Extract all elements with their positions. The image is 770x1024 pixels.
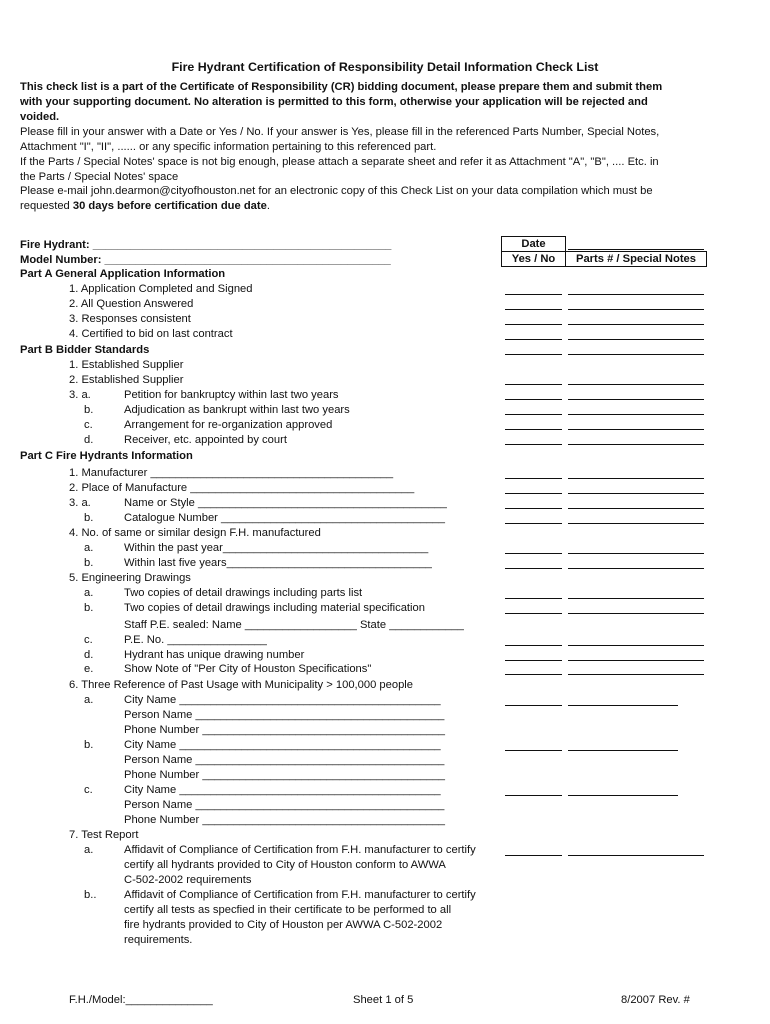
notes-answer-line[interactable] (568, 613, 704, 614)
date-answer-line[interactable] (505, 294, 562, 295)
date-answer-line[interactable] (505, 553, 562, 554)
list-item-label: b. (84, 739, 94, 751)
list-item: 3. Responses consistent (69, 313, 191, 325)
list-item-label: a. (84, 542, 94, 554)
date-answer-line[interactable] (505, 645, 562, 646)
list-item: 5. Engineering Drawings (69, 572, 191, 584)
notes-answer-line[interactable] (568, 523, 704, 524)
list-item-label: b.. (84, 889, 97, 901)
list-item: requirements. (124, 934, 193, 946)
date-answer-line[interactable] (505, 568, 562, 569)
list-item: 4. Certified to bid on last contract (69, 328, 233, 340)
notes-answer-line[interactable] (568, 674, 704, 675)
list-item-label: 3. a. (69, 389, 91, 401)
notes-answer-line[interactable] (568, 444, 704, 445)
list-item: 4. No. of same or similar design F.H. manufactured (69, 527, 321, 539)
list-item: City Name __________________________________________ (124, 784, 441, 796)
part-c-heading: Part C Fire Hydrants Information (20, 450, 193, 462)
list-item-label: b. (84, 602, 94, 614)
notes-answer-line[interactable] (568, 855, 704, 856)
list-item: Name or Style ________________________________________ (124, 497, 447, 509)
list-item-label: e. (84, 663, 94, 675)
intro-line-2: Attachment "I", "II", ...... or any specific information pertaining to this referenced part. (20, 141, 437, 153)
list-item: Person Name ________________________________________ (124, 754, 445, 766)
intro-line-3: If the Parts / Special Notes' space is not big enough, please attach a separate sheet and refer it as Attachment "A", "B", .... Etc. in (20, 156, 659, 168)
date-answer-line[interactable] (505, 478, 562, 479)
intro-bold-line-1: This check list is a part of the Certificate of Responsibility (CR) bidding document, please prepare them and submit them (20, 81, 663, 93)
date-answer-line[interactable] (505, 493, 562, 494)
list-item: City Name __________________________________________ (124, 694, 441, 706)
list-item: Person Name ________________________________________ (124, 799, 445, 811)
list-item-label: b. (84, 512, 94, 524)
notes-answer-line[interactable] (568, 324, 704, 325)
parts-top-line (568, 249, 704, 250)
notes-answer-line[interactable] (568, 399, 704, 400)
intro-last-suffix: . (266, 200, 270, 212)
list-item-label: c. (84, 419, 93, 431)
list-item: Receiver, etc. appointed by court (124, 434, 287, 446)
intro-deadline: 30 days before certification due date (72, 200, 267, 212)
intro-line-4: the Parts / Special Notes' space (20, 171, 179, 183)
list-item: Two copies of detail drawings including parts list (124, 587, 363, 599)
list-item: Hydrant has unique drawing number (124, 649, 305, 661)
list-item: 1. Established Supplier (69, 359, 184, 371)
notes-answer-line[interactable] (568, 598, 704, 599)
list-item: certify all tests as specfied in their certificate to be performed to all (124, 904, 452, 916)
part-b-heading: Part B Bidder Standards (20, 344, 150, 356)
parts-special-notes-header: Parts # / Special Notes (565, 251, 707, 267)
list-item-label: d. (84, 649, 94, 661)
yes-no-header: Yes / No (501, 251, 566, 267)
notes-answer-line[interactable] (568, 429, 704, 430)
list-item: Phone Number _______________________________________ (124, 769, 446, 781)
list-item: Two copies of detail drawings including material specification (124, 602, 425, 614)
list-item: Affidavit of Compliance of Certification from F.H. manufacturer to certify (124, 844, 476, 856)
list-item: 2. All Question Answered (69, 298, 194, 310)
list-item: Affidavit of Compliance of Certification from F.H. manufacturer to certify (124, 889, 476, 901)
footer-sheet-number: Sheet 1 of 5 (353, 994, 414, 1006)
list-item: P.E. No. ________________ (124, 634, 267, 646)
list-item: Arrangement for re-organization approved (124, 419, 333, 431)
notes-answer-line[interactable] (568, 493, 704, 494)
intro-bold-line-2: with your supporting document. No alteration is permitted to this form, otherwise your application will be rejected and (20, 96, 648, 108)
list-item-label: a. (84, 587, 94, 599)
list-item: City Name __________________________________________ (124, 739, 441, 751)
list-item: 1. Application Completed and Signed (69, 283, 253, 295)
list-item-label: b. (84, 557, 94, 569)
date-answer-line[interactable] (505, 399, 562, 400)
notes-answer-line[interactable] (568, 294, 704, 295)
date-answer-line[interactable] (505, 855, 562, 856)
notes-answer-line[interactable] (568, 553, 704, 554)
list-item-label: 3. a. (69, 497, 91, 509)
list-item: Within the past year_________________________________ (124, 542, 429, 554)
intro-line-5: Please e-mail john.dearmon@cityofhouston.net for an electronic copy of this Check List on your data compilation which must be (20, 185, 653, 197)
footer-model-field: F.H./Model:______________ (69, 994, 213, 1006)
fire-hydrant-field[interactable]: Fire Hydrant: ________________________________________________ (20, 239, 392, 251)
intro-last-line (20, 199, 270, 213)
date-answer-line[interactable] (505, 598, 562, 599)
list-item: 2. Place of Manufacture ____________________________________ (69, 482, 415, 494)
notes-answer-line[interactable] (568, 414, 704, 415)
notes-answer-line[interactable] (568, 645, 704, 646)
date-answer-line[interactable] (505, 523, 562, 524)
list-item: 7. Test Report (69, 829, 139, 841)
intro-line-1: Please fill in your answer with a Date or Yes / No. If your answer is Yes, please fill in the referenced Parts Number, Special Notes, (20, 126, 660, 138)
date-answer-line[interactable] (505, 508, 562, 509)
notes-answer-line[interactable] (568, 660, 704, 661)
notes-answer-line[interactable] (568, 750, 678, 751)
list-item-label: b. (84, 404, 94, 416)
list-item: Petition for bankruptcy within last two years (124, 389, 339, 401)
date-answer-line[interactable] (505, 750, 562, 751)
list-item: Within last five years_________________________________ (124, 557, 432, 569)
date-answer-line[interactable] (505, 429, 562, 430)
date-header: Date (501, 236, 566, 252)
list-item: 2. Established Supplier (69, 374, 184, 386)
date-answer-line[interactable] (505, 444, 562, 445)
notes-answer-line[interactable] (568, 354, 704, 355)
list-item: 6. Three Reference of Past Usage with Municipality > 100,000 people (69, 679, 414, 691)
date-answer-line[interactable] (505, 795, 562, 796)
notes-answer-line[interactable] (568, 339, 704, 340)
list-item: Person Name ________________________________________ (124, 709, 445, 721)
list-item-label: c. (84, 634, 93, 646)
notes-answer-line[interactable] (568, 705, 678, 706)
list-item: C-502-2002 requirements (124, 874, 252, 886)
date-answer-line[interactable] (505, 660, 562, 661)
list-item: Show Note of "Per City of Houston Specifications" (124, 663, 372, 675)
list-item: 1. Manufacturer _______________________________________ (69, 467, 394, 479)
date-answer-line[interactable] (505, 613, 562, 614)
list-item-label: c. (84, 784, 93, 796)
page-title: Fire Hydrant Certification of Responsibility Detail Information Check List (171, 60, 599, 74)
date-answer-line[interactable] (505, 705, 562, 706)
date-answer-line[interactable] (505, 414, 562, 415)
part-a-heading: Part A General Application Information (20, 268, 226, 280)
notes-answer-line[interactable] (568, 309, 704, 310)
list-item: Catalogue Number ____________________________________ (124, 512, 446, 524)
date-answer-line[interactable] (505, 309, 562, 310)
list-item: certify all hydrants provided to City of Houston conform to AWWA (124, 859, 446, 871)
list-item-label: a. (84, 844, 94, 856)
notes-answer-line[interactable] (568, 384, 704, 385)
list-item: Staff P.E. sealed: Name __________________ State ____________ (124, 619, 464, 631)
model-number-field[interactable]: Model Number: ______________________________________________ (20, 254, 391, 266)
date-answer-line[interactable] (505, 354, 562, 355)
list-item: Adjudication as bankrupt within last two years (124, 404, 350, 416)
list-item: Phone Number _______________________________________ (124, 814, 446, 826)
intro-last-prefix: requested (20, 200, 73, 212)
list-item-label: a. (84, 694, 94, 706)
list-item: Phone Number _______________________________________ (124, 724, 446, 736)
date-answer-line[interactable] (505, 674, 562, 675)
list-item: fire hydrants provided to City of Houston per AWWA C-502-2002 (124, 919, 443, 931)
notes-answer-line[interactable] (568, 508, 704, 509)
notes-answer-line[interactable] (568, 478, 704, 479)
notes-answer-line[interactable] (568, 568, 704, 569)
date-answer-line[interactable] (505, 339, 562, 340)
date-answer-line[interactable] (505, 384, 562, 385)
intro-bold-line-3: voided. (20, 111, 60, 123)
notes-answer-line[interactable] (568, 795, 678, 796)
footer-revision: 8/2007 Rev. # (621, 994, 690, 1006)
date-answer-line[interactable] (505, 324, 562, 325)
list-item-label: d. (84, 434, 94, 446)
